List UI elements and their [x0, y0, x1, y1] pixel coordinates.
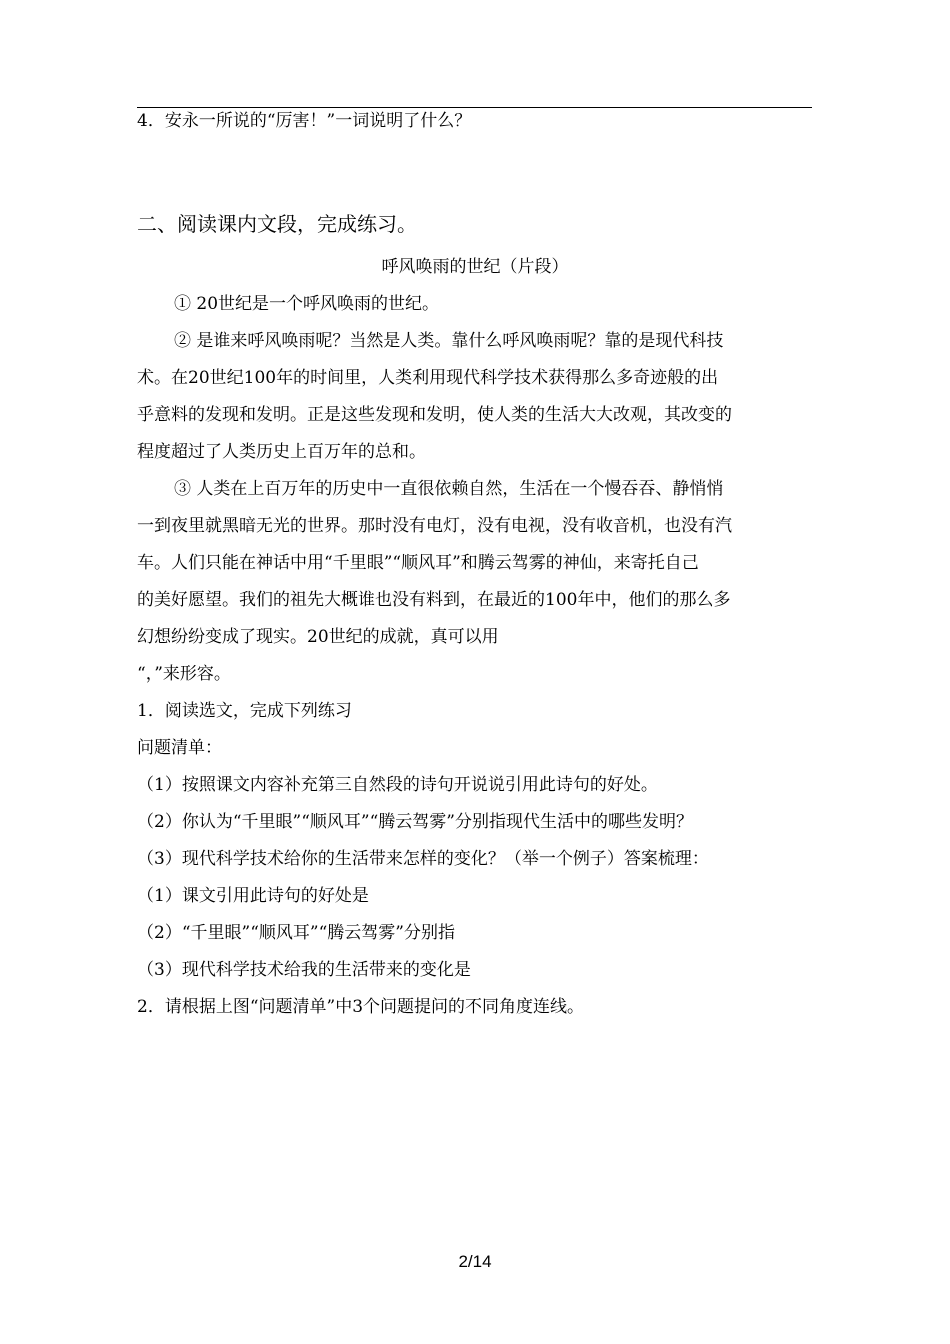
paragraph-3-line-3: 车。人们只能在神话中用“千里眼”“顺风耳”和腾云驾雾的神仙，来寄托自己 [137, 553, 699, 573]
answer-item: （3）现代科学技术给我的生活带来的变化是 [137, 960, 471, 980]
paragraph-3-line-2: 一到夜里就黑暗无光的世界。那时没有电灯，没有电视，没有收音机，也没有汽 [137, 516, 732, 536]
paragraph-2-line-4: 程度超过了人类历史上百万年的总和。 [137, 442, 426, 462]
question-item: （1）按照课文内容补充第三自然段的诗句开说说引用此诗句的好处。 [137, 775, 658, 795]
answer-item: （2）“千里眼”“顺风耳”“腾云驾雾”分别指 [137, 923, 455, 943]
task-2: 2．请根据上图“问题清单”中3个问题提问的不同角度连线。 [137, 997, 585, 1017]
question-4: 4．安永一所说的“厉害！”一词说明了什么？ [137, 111, 472, 131]
paragraph-3-line-6: “，”来形容。 [137, 664, 231, 684]
question-item: （3）现代科学技术给你的生活带来怎样的变化？（举一个例子）答案梳理： [137, 849, 709, 869]
paragraph-3-line-4: 的美好愿望。我们的祖先大概谁也没有料到，在最近的100年中，他们的那么多 [137, 590, 731, 610]
answer-item: （1）课文引用此诗句的好处是 [137, 886, 369, 906]
paragraph-1: ① 20世纪是一个呼风唤雨的世纪。 [174, 294, 440, 314]
paragraph-2-line-3: 乎意料的发现和发明。正是这些发现和发明，使人类的生活大大改观，其改变的 [137, 405, 732, 425]
section-2-heading: 二、阅读课内文段，完成练习。 [137, 212, 417, 236]
top-rule [137, 107, 812, 108]
paragraph-2-line-2: 术。在20世纪100年的时间里，人类利用现代科学技术获得那么多奇迹般的出 [137, 368, 719, 388]
task-1: 1．阅读选文，完成下列练习 [137, 701, 352, 721]
passage-title: 呼风唤雨的世纪（片段） [381, 257, 569, 277]
paragraph-3-line-1: ③ 人类在上百万年的历史中一直很依赖自然，生活在一个慢吞吞、静悄悄 [174, 479, 724, 499]
question-list-label: 问题清单： [137, 738, 222, 758]
paragraph-2-line-1: ② 是谁来呼风唤雨呢？当然是人类。靠什么呼风唤雨呢？靠的是现代科技 [174, 331, 724, 351]
question-item: （2）你认为“千里眼”“顺风耳”“腾云驾雾”分别指现代生活中的哪些发明？ [137, 812, 693, 832]
paragraph-3-line-5: 幻想纷纷变成了现实。20世纪的成就，真可以用 [137, 627, 499, 647]
page-number: 2/14 [458, 1252, 492, 1271]
